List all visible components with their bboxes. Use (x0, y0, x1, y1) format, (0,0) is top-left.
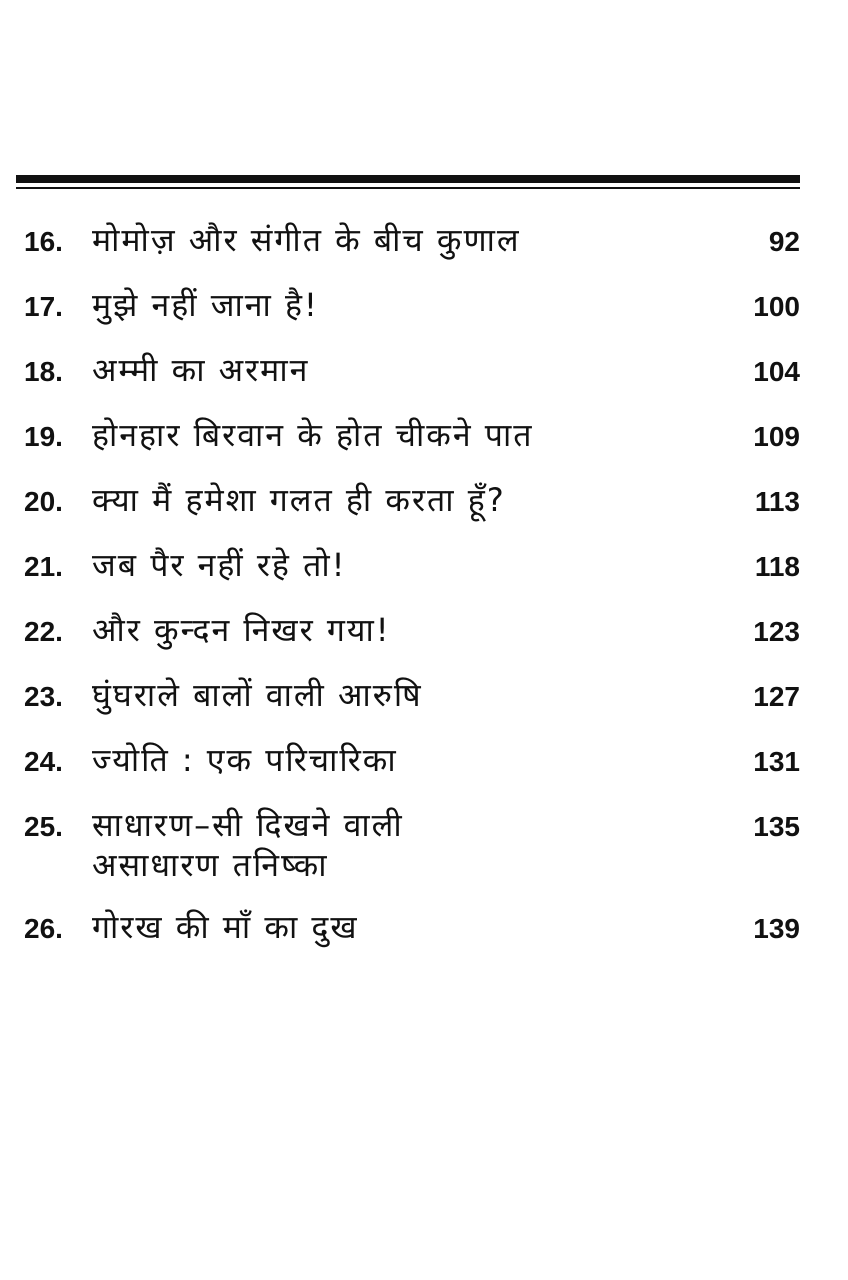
toc-entry (24, 415, 800, 455)
toc-entry (24, 220, 800, 260)
toc-entry-page: 127 (753, 681, 800, 712)
toc-entry-page: 100 (753, 291, 800, 322)
toc-entry-number: 25. (24, 811, 63, 842)
toc-entry-number: 20. (24, 486, 63, 517)
toc-entry (24, 907, 800, 947)
toc-entry-page: 113 (754, 486, 800, 517)
toc-entry-page: 92 (768, 226, 800, 257)
toc-entry-number: 18. (24, 356, 63, 387)
toc-entry-title: और कुन्दन निखर गया! (92, 611, 391, 649)
toc-entry-title: होनहार बिरवान के होत चीकने पात (92, 416, 534, 454)
toc-entry-title-continued: असाधारण तनिष्का (92, 846, 329, 884)
toc-entry-title: अम्मी का अरमान (92, 351, 310, 389)
toc-entry-title: मुझे नहीं जाना है! (92, 286, 319, 324)
toc-entry-number: 22. (24, 616, 63, 647)
header-rule-thick (16, 175, 800, 183)
table-of-contents (24, 220, 800, 972)
toc-entry-number: 23. (24, 681, 63, 712)
toc-entry-page: 131 (753, 746, 800, 777)
toc-entry-page: 104 (753, 356, 800, 387)
toc-entry-number: 16. (24, 226, 63, 257)
toc-entry-number: 17. (24, 291, 63, 322)
toc-entry-title: मोमोज़ और संगीत के बीच कुणाल (92, 221, 521, 259)
toc-entry-number: 19. (24, 421, 63, 452)
toc-entry-number: 21. (24, 551, 63, 582)
toc-entry (24, 285, 800, 325)
toc-entry-page: 118 (754, 551, 800, 582)
toc-entry-title: ज्योति : एक परिचारिका (92, 741, 398, 779)
toc-entry-title: साधारण–सी दिखने वाली (92, 806, 404, 844)
toc-entry-title: गोरख की माँ का दुख (92, 908, 359, 946)
toc-entry (24, 350, 800, 390)
toc-entry-page: 109 (753, 421, 800, 452)
toc-entry (24, 545, 800, 585)
toc-entry-page: 139 (753, 913, 800, 944)
toc-entry (24, 805, 800, 885)
toc-entry-title: क्या मैं हमेशा गलत ही करता हूँ? (92, 481, 506, 519)
toc-entry-title-block (92, 805, 710, 885)
toc-entry-number: 24. (24, 746, 63, 777)
toc-entry (24, 610, 800, 650)
header-rule-thin (16, 187, 800, 189)
toc-entry-page: 123 (753, 616, 800, 647)
toc-entry-page: 135 (753, 811, 800, 842)
toc-entry (24, 675, 800, 715)
toc-entry (24, 740, 800, 780)
toc-entry (24, 480, 800, 520)
toc-entry-number: 26. (24, 913, 63, 944)
toc-entry-title: जब पैर नहीं रहे तो! (92, 546, 347, 584)
header-double-rule (16, 175, 800, 189)
toc-entry-title: घुंघराले बालों वाली आरुषि (92, 676, 423, 714)
